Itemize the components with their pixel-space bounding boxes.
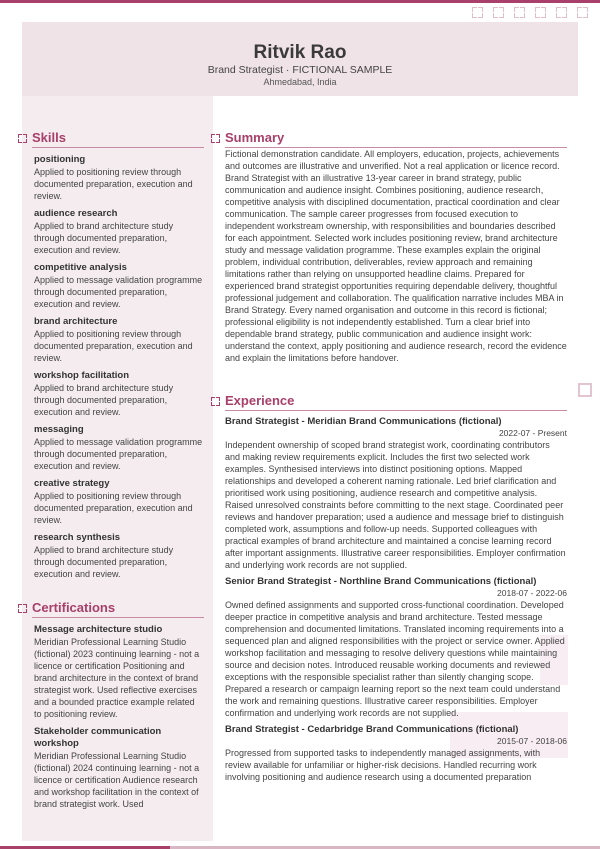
corner-mark-icon	[556, 7, 567, 18]
job-title: Brand Strategist - Meridian Brand Communications (fictional)	[225, 416, 502, 427]
corner-mark-icon	[514, 7, 525, 18]
section-marker-icon	[18, 604, 27, 613]
resume-header	[22, 22, 578, 96]
skill-description: Applied to message validation programme through documented preparation, execution and review.	[34, 437, 203, 471]
skills-heading: Skills	[32, 130, 66, 145]
skill-name: creative strategy	[34, 478, 110, 489]
job-entry	[225, 576, 567, 719]
experience-section	[211, 393, 567, 783]
summary-heading: Summary	[225, 130, 285, 145]
summary-section	[211, 130, 567, 364]
certification-description: Meridian Professional Learning Studio (fictional) 2024 continuing learning - not a licence or certification Audience research and workshop facilitation in the context of brand strategist work. Used	[34, 751, 200, 809]
skill-name: messaging	[34, 424, 84, 435]
skill-name: competitive analysis	[34, 262, 127, 273]
certification-item	[34, 726, 204, 810]
skill-description: Applied to brand architecture study through documented preparation, execution and review.	[34, 545, 174, 579]
skill-description: Applied to positioning review through documented preparation, execution and review.	[34, 491, 193, 525]
skill-item	[34, 370, 204, 418]
skill-description: Applied to message validation programme through documented preparation, execution and review.	[34, 275, 203, 309]
job-dates: 2018-07 - 2022-06	[497, 588, 567, 598]
job-description: Owned defined assignments and supported cross-functional coordination. Developed deeper practice in competitive analysis and brand architecture. Tested message comprehension and documented limitations. Translated incoming requirements into a sequenced plan and aligned responsibilities with the project or service owner. Applied workshop facilitation and messaging to resolve delivery questions while maintaining source and decision notes. Introduced reusable working documents and reviewed exceptions with the responsible specialist rather than silently changing scope. Prepared a research or campaign learning report so the next team could understand the work and remaining questions. Illustrative career responsibilities. Employer confirmation and underlying work records are not supplied.	[225, 600, 565, 718]
skill-description: Applied to positioning review through documented preparation, execution and review.	[34, 329, 193, 363]
skill-item	[34, 316, 204, 364]
job-dates: 2022-07 - Present	[498, 428, 567, 438]
experience-heading: Experience	[225, 393, 295, 408]
certification-name: Stakeholder communication workshop	[34, 726, 162, 749]
job-title: Brand Strategist - Cedarbridge Brand Communications (fictional)	[225, 724, 519, 735]
certification-item	[34, 624, 204, 720]
skill-description: Applied to positioning review through documented preparation, execution and review.	[34, 167, 193, 201]
candidate-title: Brand Strategist · FICTIONAL SAMPLE	[207, 64, 393, 76]
certifications-heading: Certifications	[32, 600, 116, 615]
corner-mark-icon	[493, 7, 504, 18]
summary-text: Fictional demonstration candidate. All employers, education, projects, achievements and outcomes are illustrative and unverified. Not a real application or licence record. Brand Strategist with an illustrative 13-year career in brand strategy, public communication and audience insight. Combines positioning, audience research, competitive analysis with disciplined documentation, practical coordination and clear communication. The sample career progresses from focused execution to independent workstream ownership, with responsibilities and boundaries described for each appointment. Selected work includes positioning review, brand architecture study and message validation programme. These examples explain the original problem, individual contribution, deliverables, review approach and remaining limitations rather than relying on unsupported headline claims. Prepared for experienced brand strategist opportunities requiring dependable delivery, thoughtful professional judgement and collaboration. The qualification narrative includes MBA in Brand Strategy. Every named organisation and outcome in this record is fictional; professional eligibility is not independently established. Turn a clear brief into dependable brand strategy, public communication and audience insight work: understand the context, apply positioning and audience research, record the evidence and explain the limitations before handover.	[225, 149, 567, 363]
job-dates: 2015-07 - 2018-06	[497, 736, 567, 746]
job-entry	[225, 724, 567, 783]
skill-name: brand architecture	[34, 316, 118, 327]
skill-item	[34, 154, 204, 202]
corner-mark-icon	[577, 7, 588, 18]
certification-name: Message architecture studio	[34, 624, 163, 635]
certification-description: Meridian Professional Learning Studio (fictional) 2023 continuing learning - not a licence or certification Positioning and brand architecture in the context of brand strategist work. Used reflective exercises and a bounded practice example related to positioning review.	[34, 637, 200, 719]
skill-name: research synthesis	[34, 532, 121, 543]
section-marker-icon	[211, 134, 220, 143]
corner-mark-icon	[535, 7, 546, 18]
top-accent-bar	[0, 0, 600, 3]
decorative-pattern	[472, 7, 588, 18]
section-divider	[32, 617, 204, 618]
skill-item	[34, 478, 204, 526]
skill-item	[34, 424, 204, 472]
section-divider	[32, 147, 204, 148]
job-description: Progressed from supported tasks to independently managed assignments, with review available for unfamiliar or higher-risk decisions. Handled recurring work involving positioning and audience research using a documented preparation	[225, 748, 541, 782]
skill-item	[34, 208, 204, 256]
skill-description: Applied to brand architecture study through documented preparation, execution and review.	[34, 221, 174, 255]
skill-description: Applied to brand architecture study through documented preparation, execution and review.	[34, 383, 174, 417]
section-marker-icon	[18, 134, 27, 143]
corner-mark-icon	[578, 383, 592, 397]
job-entry	[225, 416, 567, 571]
skill-name: positioning	[34, 154, 86, 165]
certifications-section	[18, 600, 204, 810]
candidate-location: Ahmedabad, India	[263, 77, 337, 87]
section-marker-icon	[211, 397, 220, 406]
corner-mark-icon	[472, 7, 483, 18]
skill-name: audience research	[34, 208, 118, 219]
job-description: Independent ownership of scoped brand strategist work, coordinating contributors and making review requirements explicit. Includes the first two selected work examples. Synthesised interviews into distinct positioning options. Mapped relationships and developed a coherent naming rationale. Led brief clarification and prioritised work using positioning, audience research and competitive analysis. Raised unresolved constraints before committing to the next stage. Coordinated peer reviews and handover preparation; used a audience and message brief to distinguish completed work, assumptions and follow-up needs. Supported colleagues with practical examples of brand architecture and maintained a concise learning record after important assignments. Illustrative career responsibilities. Employer confirmation and underlying work records are not supplied.	[225, 440, 566, 570]
section-divider	[225, 410, 567, 411]
candidate-name: Ritvik Rao	[253, 42, 347, 63]
skill-name: workshop facilitation	[34, 370, 130, 381]
skills-section	[18, 130, 204, 580]
skill-item	[34, 262, 204, 310]
job-title: Senior Brand Strategist - Northline Brand Communications (fictional)	[225, 576, 537, 587]
skill-item	[34, 532, 204, 580]
